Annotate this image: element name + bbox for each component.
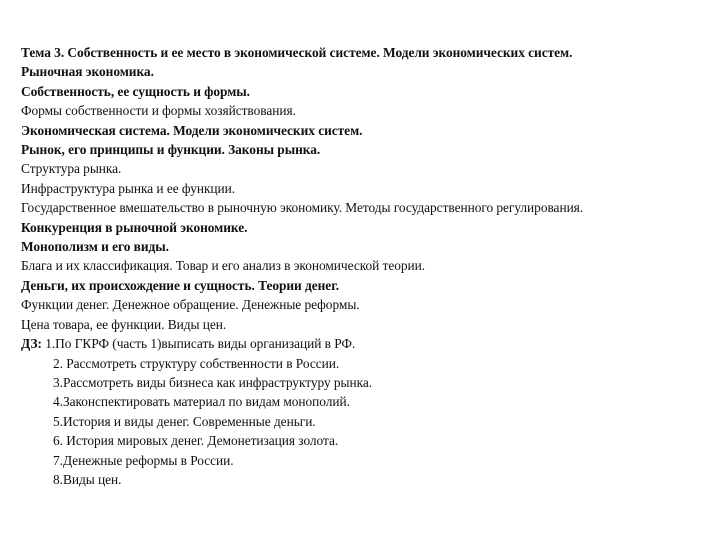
topic-line: Рыночная экономика. (21, 64, 154, 80)
topic-line: Блага и их классификация. Товар и его анализ в экономической теории. (21, 258, 426, 274)
homework-item: 4.Законспектировать материал по видам монополий. (53, 394, 350, 410)
topic-line: Конкуренция в рыночной экономике. (21, 219, 248, 235)
topic-line: Структура рынка. (21, 161, 122, 177)
homework-item: 3.Рассмотреть виды бизнеса как инфраструктуру рынка. (53, 374, 373, 390)
homework-item: 8.Виды цен. (53, 471, 122, 487)
topic-line: Инфраструктура рынка и ее функции. (21, 180, 236, 196)
topic-line: Экономическая система. Модели экономических систем. (21, 122, 363, 138)
topic-title: Тема 3. Собственность и ее место в экономической системе. Модели экономических систем. (21, 45, 573, 60)
homework-label: ДЗ: (21, 336, 42, 352)
homework-item: 1.По ГКРФ (часть 1)выписать виды организаций в РФ. (41, 336, 356, 352)
homework-heading (21, 334, 701, 353)
topic-line: Государственное вмешательство в рыночную экономику. Методы государственного регулирования. (21, 200, 584, 216)
topic-line: Монополизм и его виды. (21, 239, 169, 255)
homework-item: 5.История и виды денег. Современные деньги. (53, 413, 316, 429)
homework-item: 7.Денежные реформы в России. (53, 452, 234, 468)
homework-item: 6. История мировых денег. Демонетизация золота. (53, 433, 339, 449)
topic-line: Функции денег. Денежное обращение. Денежные реформы. (21, 297, 360, 313)
topic-line: Рынок, его принципы и функции. Законы рынка. (21, 142, 321, 158)
homework-item: 2. Рассмотреть структуру собственности в России. (53, 355, 340, 371)
topic-line: Цена товара, ее функции. Виды цен. (21, 316, 227, 332)
document-body (21, 43, 701, 489)
topic-line: Формы собственности и формы хозяйствования. (21, 103, 296, 119)
topic-line: Собственность, ее сущность и формы. (21, 83, 250, 99)
topic-line: Деньги, их происхождение и сущность. Теории денег. (21, 277, 340, 293)
